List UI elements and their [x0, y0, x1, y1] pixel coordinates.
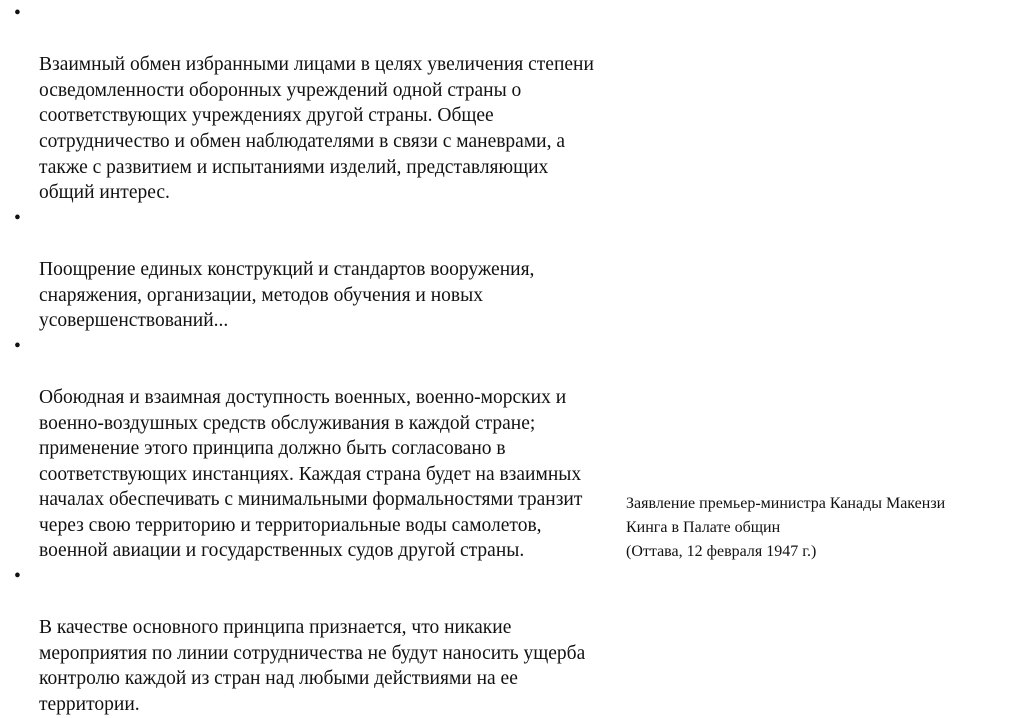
bullet-marker: •: [14, 3, 21, 24]
bullet-text: Поощрение единых конструкций и стандартов вооружения, снаряжения, организации, методов обучения и новых усовершенствований...: [39, 258, 535, 332]
bullet-item: [14, 564, 654, 718]
bullet-marker: •: [14, 335, 21, 357]
bullet-item: [14, 206, 654, 334]
bullet-list: [14, 1, 654, 718]
bullet-text: В качестве основного принципа признается, что никакие мероприятия по линии сотрудничества не будут наносить ущерба контролю каждой из стран над любыми действиями на ее территории.: [39, 617, 586, 716]
bullet-item: [14, 1, 654, 206]
bullet-marker: •: [14, 566, 21, 588]
bullet-text: Обоюдная и взаимная доступность военных, военно-морских и военно-воздушных средств обслуживания в каждой стране; применение этого принципа должно быть согласовано в соответствующих инстанциях. Каждая страна будет на взаимных началах обеспечивать с минимальными формальностями транзит через свою территорию и территориальные воды самолетов, военной авиации и государственных судов другой страны.: [39, 386, 583, 562]
bullet-text: Взаимный обмен избранными лицами в целях увеличения степени осведомленности оборонных учреждений одной страны о соответствующих учреждениях другой страны. Общее сотрудничество и обмен наблюдателями в связи с маневрами, а также с развитием и испытаниями изделий, представляющих общий интерес.: [39, 54, 594, 204]
bullet-marker: •: [14, 207, 21, 229]
bullet-item: [14, 334, 654, 564]
source-citation: Заявление премьер-министра Канады Макензи Кинга в Палате общин (Оттава, 12 февраля 1947 г.): [626, 495, 946, 560]
